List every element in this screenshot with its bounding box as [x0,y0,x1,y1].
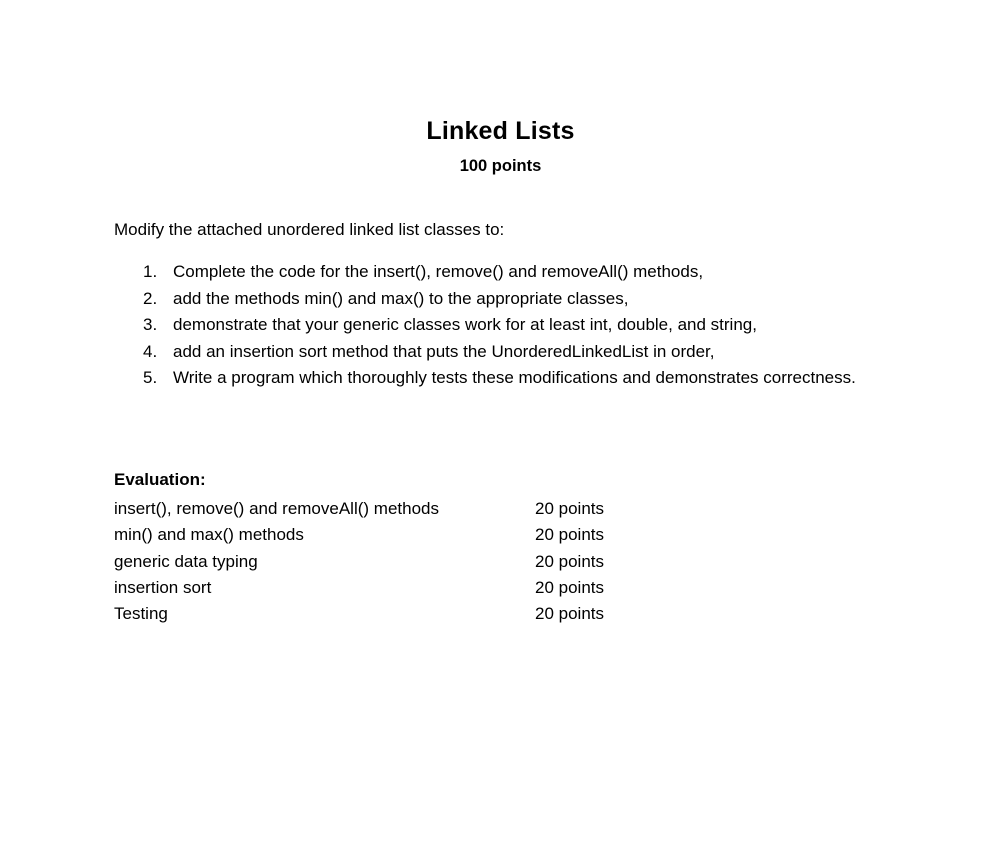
task-item [114,259,874,286]
evaluation-row [114,575,634,601]
evaluation-criterion: insertion sort [114,577,212,597]
evaluation-criterion: Testing [114,604,168,624]
evaluation-points: 20 points [535,577,604,597]
task-list [114,259,874,392]
evaluation-criterion: insert(), remove() and removeAll() methods [114,499,439,518]
task-number: 1. [143,262,158,281]
task-text: add an insertion sort method that puts the UnorderedLinkedList in order, [173,341,715,361]
evaluation-heading: Evaluation: [114,470,206,489]
evaluation-criterion: min() and max() methods [114,525,304,545]
task-number: 5. [143,368,158,387]
evaluation-table [114,496,634,627]
evaluation-points: 20 points [535,499,604,518]
task-item [114,312,874,339]
task-item [114,339,874,366]
evaluation-points: 20 points [535,551,604,571]
evaluation-row [114,601,634,627]
task-text: add the methods min() and max() to the appropriate classes, [173,288,629,308]
evaluation-row [114,549,634,575]
task-number: 3. [143,315,158,334]
evaluation-points: 20 points [535,525,604,545]
task-item [114,286,874,313]
evaluation-points: 20 points [535,604,604,624]
task-text: demonstrate that your generic classes work for at least int, double, and string, [173,315,757,334]
page-subtitle-points: 100 points [459,157,542,175]
evaluation-row [114,522,634,548]
evaluation-criterion: generic data typing [114,551,258,571]
task-number: 4. [143,341,158,361]
task-number: 2. [143,288,158,308]
task-text: Write a program which thoroughly tests these modifications and demonstrates correctness. [173,368,856,387]
evaluation-row [114,496,634,522]
task-item [114,365,874,392]
intro-text: Modify the attached unordered linked list classes to: [114,220,505,239]
task-text: Complete the code for the insert(), remove() and removeAll() methods, [173,262,704,281]
page-title: Linked Lists [426,117,575,145]
